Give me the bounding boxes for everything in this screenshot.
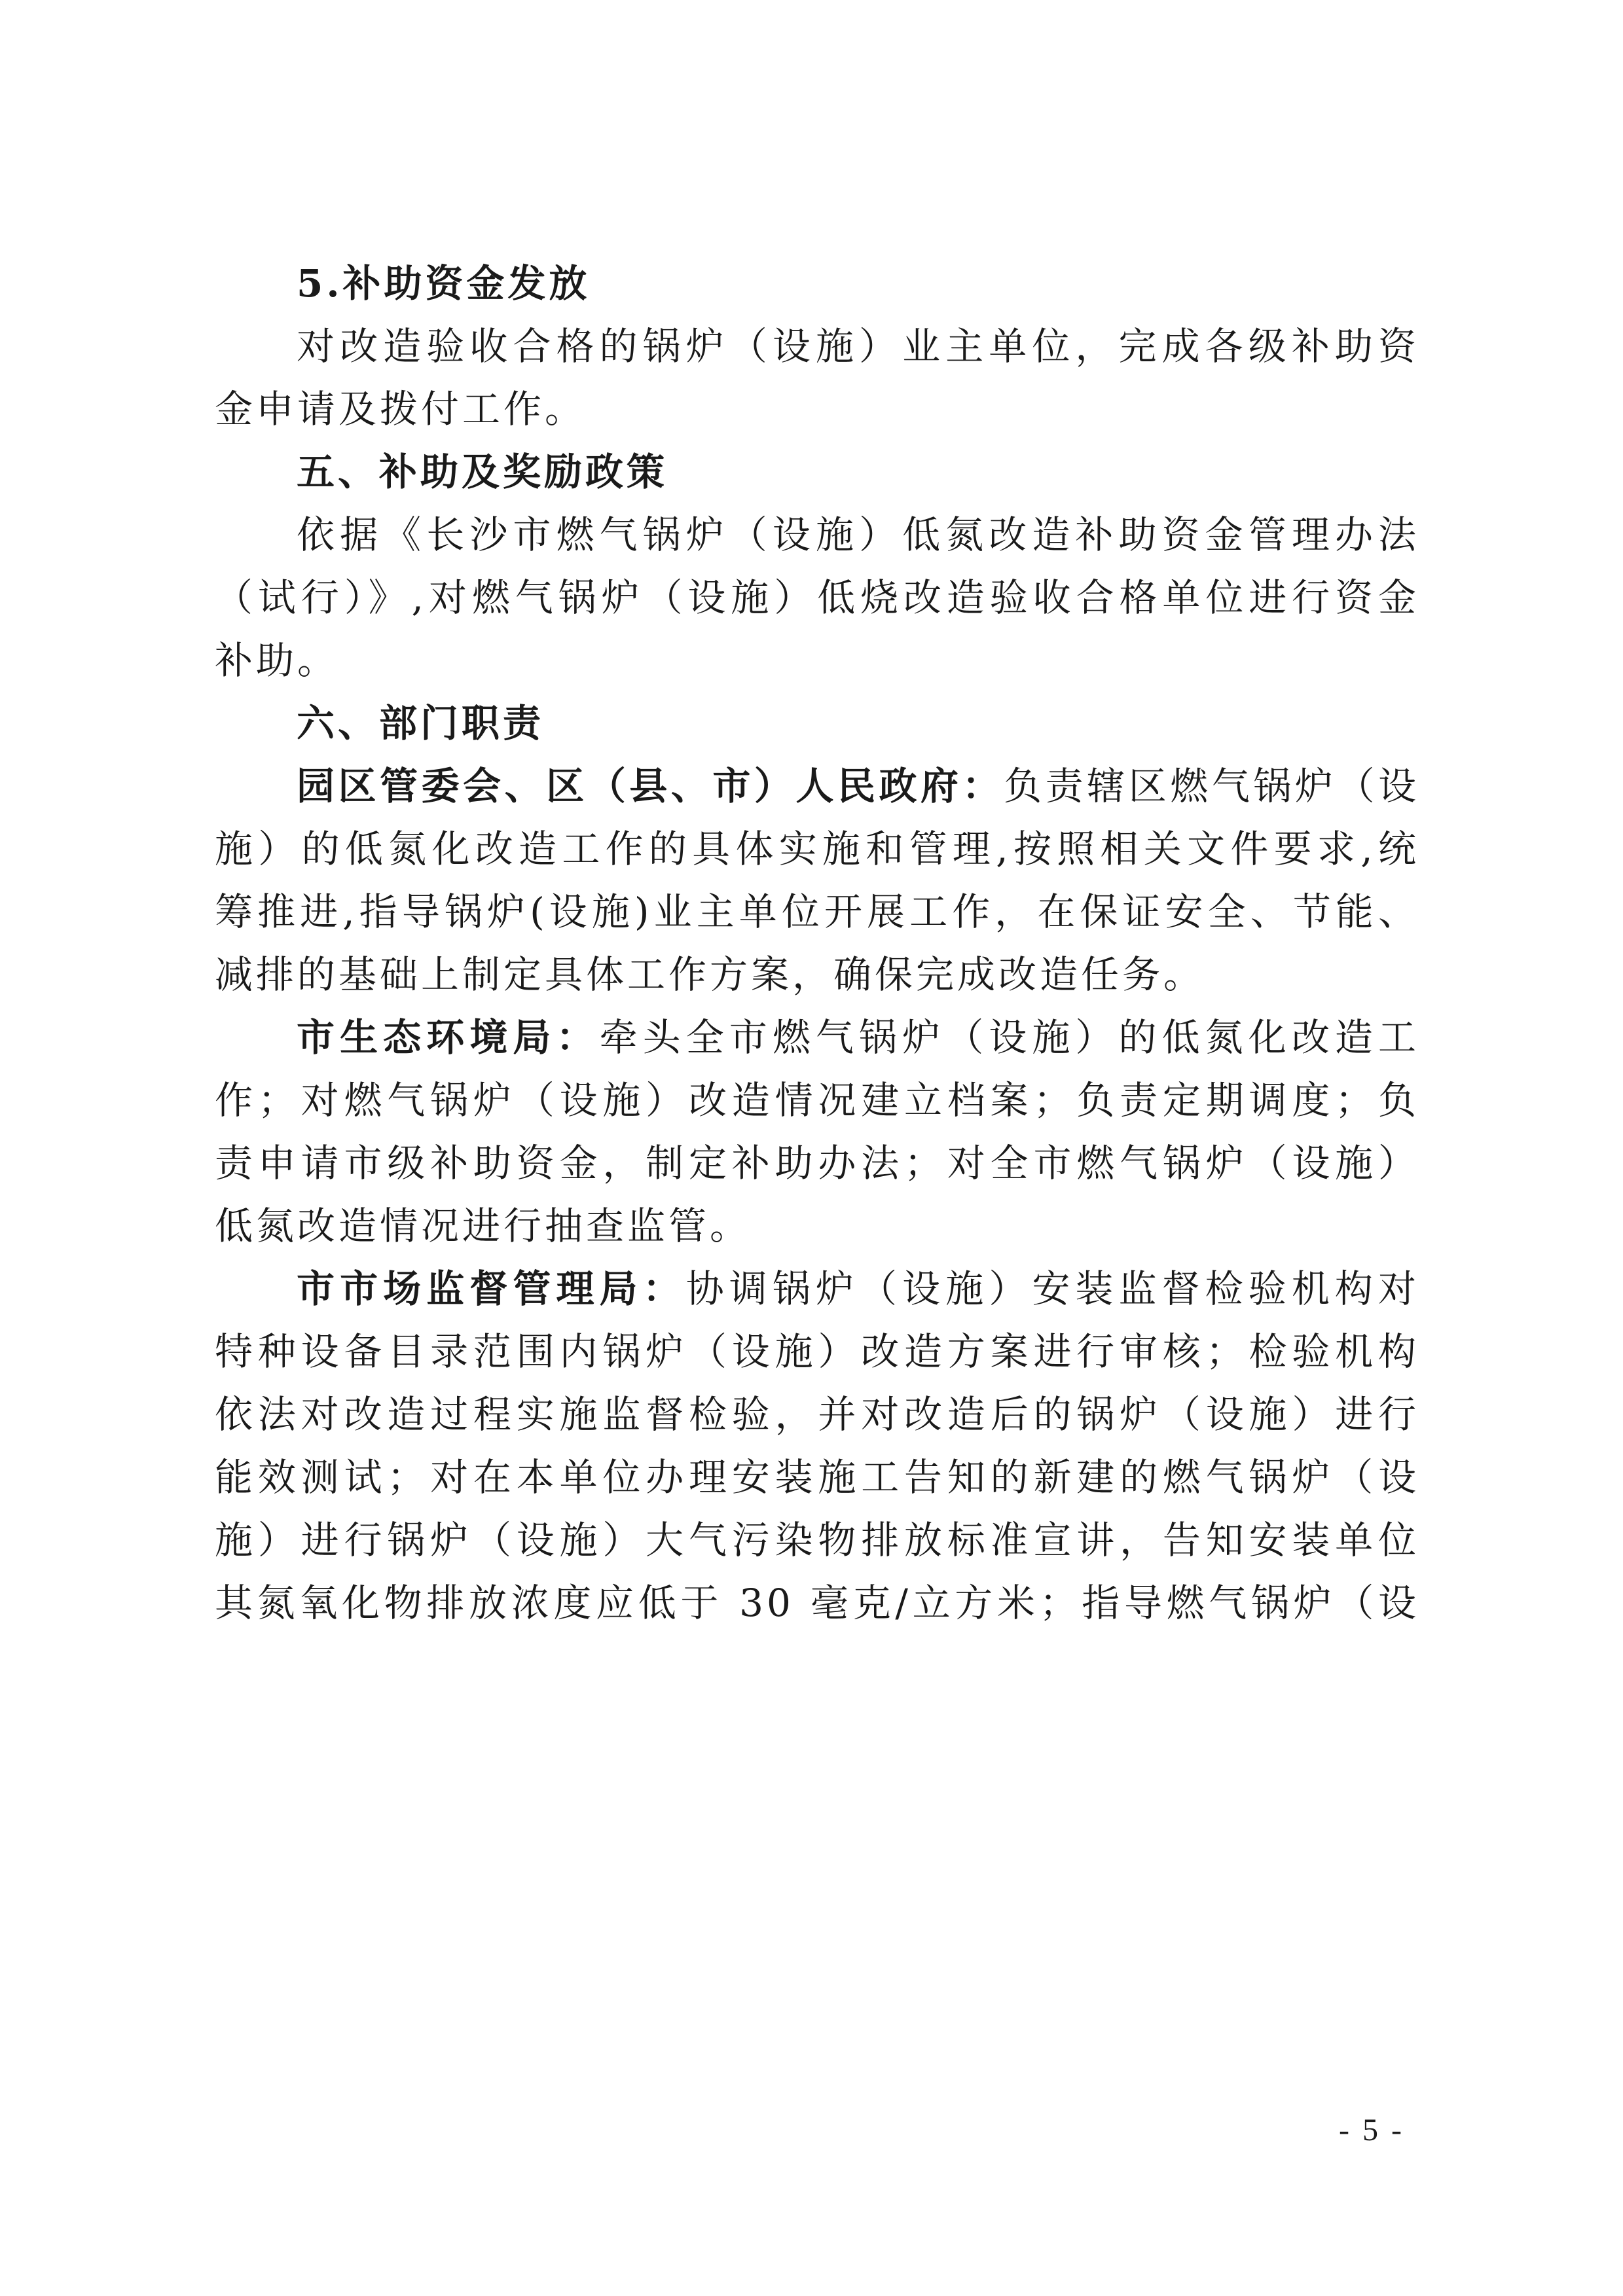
paragraph-line: 施）的低氮化改造工作的具体实施和管理,按照相关文件要求,统 bbox=[215, 827, 1419, 871]
section-heading: 六、部门职责 bbox=[297, 701, 545, 745]
paragraph-line: 对改造验收合格的锅炉（设施）业主单位，完成各级补助资 bbox=[297, 324, 1419, 368]
paragraph-line: 责申请市级补助资金，制定补助办法；对全市燃气锅炉（设施） bbox=[215, 1141, 1419, 1185]
paragraph-text: 牵头全市燃气锅炉（设施）的低氮化改造工 bbox=[599, 1015, 1419, 1060]
department-label: 园区管委会、区（县、市）人民政府： bbox=[297, 764, 1004, 808]
paragraph-line: 特种设备目录范围内锅炉（设施）改造方案进行审核；检验机构 bbox=[215, 1329, 1419, 1374]
department-label: 市市场监督管理局： bbox=[297, 1266, 686, 1311]
section-heading: 五、补助及奖励政策 bbox=[297, 450, 668, 494]
paragraph-line: 减排的基础上制定具体工作方案，确保完成改造任务。 bbox=[215, 952, 1205, 997]
page-number: - 5 - bbox=[1339, 2113, 1404, 2147]
paragraph-line bbox=[297, 755, 1419, 817]
document-page bbox=[215, 252, 1419, 2117]
paragraph-line: 筹推进,指导锅炉(设施)业主单位开展工作，在保证安全、节能、 bbox=[215, 889, 1419, 934]
paragraph-text: 负责辖区燃气锅炉（设 bbox=[1004, 764, 1419, 808]
paragraph-text: 协调锅炉（设施）安装监督检验机构对 bbox=[685, 1266, 1419, 1311]
paragraph-line: 低氮改造情况进行抽查监管。 bbox=[215, 1204, 752, 1248]
paragraph-line: 补助。 bbox=[215, 638, 339, 683]
paragraph-line: 金申请及拨付工作。 bbox=[215, 387, 587, 431]
paragraph-line: 作；对燃气锅炉（设施）改造情况建立档案；负责定期调度；负 bbox=[215, 1078, 1419, 1122]
subsection-title: 5.补助资金发放 bbox=[297, 261, 591, 306]
paragraph-line: 依据《长沙市燃气锅炉（设施）低氮改造补助资金管理办法 bbox=[297, 512, 1419, 557]
paragraph-line bbox=[297, 1006, 1419, 1069]
paragraph-line: 依法对改造过程实施监督检验，并对改造后的锅炉（设施）进行 bbox=[215, 1392, 1419, 1437]
paragraph-line: 施）进行锅炉（设施）大气污染物排放标准宣讲，告知安装单位 bbox=[215, 1518, 1419, 1562]
paragraph-line bbox=[297, 1257, 1419, 1320]
paragraph-line: 其氮氧化物排放浓度应低于 30 毫克/立方米；指导燃气锅炉（设 bbox=[215, 1581, 1419, 1625]
department-label: 市生态环境局： bbox=[297, 1015, 600, 1060]
paragraph-line: 能效测试；对在本单位办理安装施工告知的新建的燃气锅炉（设 bbox=[215, 1455, 1419, 1499]
paragraph-line: （试行）》,对燃气锅炉（设施）低烧改造验收合格单位进行资金 bbox=[215, 575, 1419, 620]
